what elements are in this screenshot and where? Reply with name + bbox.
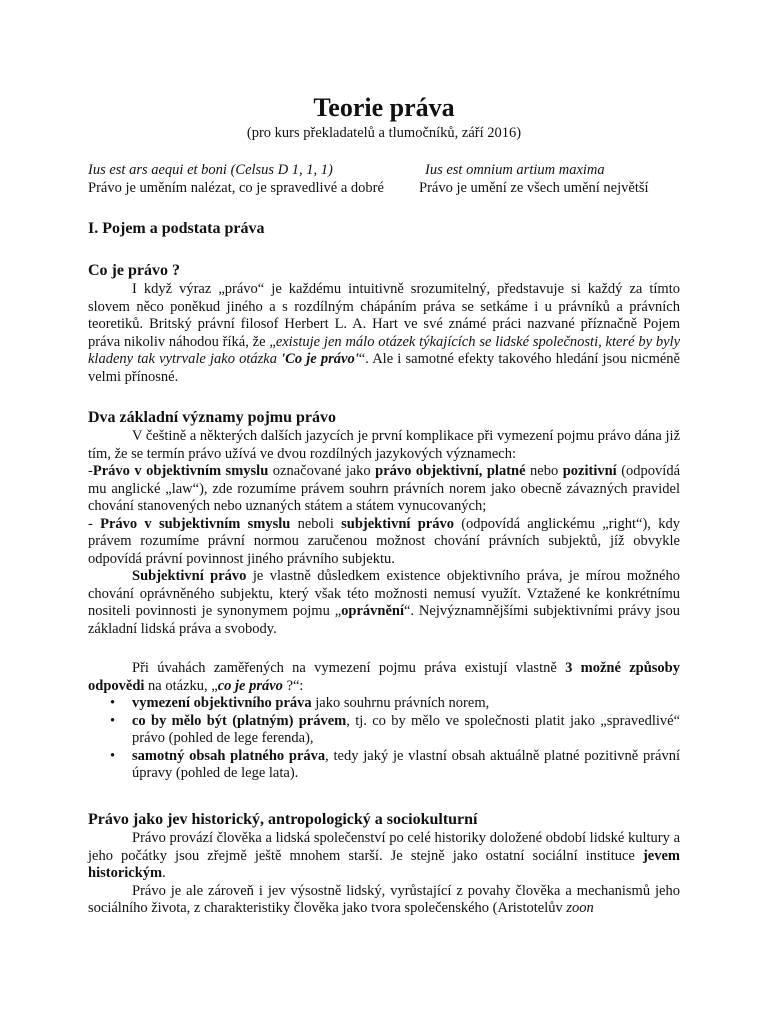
text-run: je vlastně důsledkem existence objektivního práva, je mírou možného chování oprávněného subjektu, který však této možnosti nemusí využít. Vztažené ke konkrétnímu nositeli povinnosti je synonymem pojmu „ <box>88 568 680 619</box>
text-run: I když výraz „právo“ je každému intuitivně srozumitelný, představuje si každý za tímto slovem něco poněkud jiného a s rozdílným chápáním práva se setkáme i u právníků a právních teoretiků. Britský právní filosof Herbert L. A. Hart ve své známé práci nazvané příznačně Pojem práva nikoliv náhodou říká, že „ <box>88 281 680 350</box>
text-run: na otázku, „ <box>144 677 218 694</box>
paragraph <box>88 660 680 695</box>
bold-italic-text: 'Co je právo' <box>281 351 359 367</box>
text-run: “. Nejvýznamnějšími subjektivními právy jsou základní lidská práva a svobody. <box>88 603 681 637</box>
paragraph-objective-law <box>88 463 680 516</box>
bold-italic-text: co je právo <box>217 677 283 694</box>
bold-text: Subjektivní právo <box>132 568 247 584</box>
bullet-icon: • <box>110 747 116 764</box>
bullet-icon: • <box>110 695 116 711</box>
text-run: ?“: <box>282 677 304 694</box>
paragraph <box>88 281 680 386</box>
quote-left-czech: Právo je uměním nalézat, co je spravedlivé a dobré <box>88 180 384 196</box>
quote-right-czech: Právo je umění ze všech umění největší <box>419 180 649 196</box>
bullet-list <box>88 695 680 783</box>
text-run: - <box>88 515 101 532</box>
text-run: . <box>162 865 166 881</box>
text-run: (odpovídá anglickému „right“), kdy právem rozumíme právní normou zaručenou možnost chování právních subjektů, jíž obvykle odpovídá právní povinnost jiného právního subjektu. <box>88 515 680 567</box>
bold-text: co by mělo být (platným) právem <box>132 712 347 729</box>
paragraphs-two-meanings <box>88 428 680 638</box>
text-run: jako souhrnu právních norem, <box>311 695 490 711</box>
bold-text: 3 možné způsoby odpovědi <box>88 660 680 694</box>
list-item <box>88 748 680 783</box>
paragraph-subjective-right <box>88 568 680 638</box>
page-subtitle: (pro kurs překladatelů a tlumočníků, září 2016) <box>246 125 522 141</box>
list-item <box>88 713 680 748</box>
bold-text: Právo v subjektivním smyslu <box>100 515 291 532</box>
bold-text: Právo v objektivním smyslu <box>92 463 269 479</box>
bold-text: jevem historickým <box>88 847 680 881</box>
text-run: (odpovídá mu anglické „law“), zde rozumíme právem souhrn právních norem jako obecně závazných pravidel chování stanovených nebo uznaných státem a státem vynucovaných; <box>88 463 681 514</box>
bold-text: samotný obsah platného práva <box>132 747 326 764</box>
bold-text: vymezení objektivního práva <box>132 695 312 711</box>
quote-right-latin: Ius est omnium artium maxima <box>425 162 605 178</box>
bold-text: pozitivní <box>562 463 617 479</box>
subsection-heading-two-meanings: Dva základní významy pojmu právo <box>88 409 337 426</box>
paragraph <box>88 883 680 918</box>
text-run: - <box>88 463 93 479</box>
subsection-heading-historical: Právo jako jev historický, antropologický a sociokulturní <box>88 811 478 828</box>
text-run: “. Ale i samotné efekty takového hledání jsou nicméně velmi přínosné. <box>88 351 680 385</box>
paragraphs-three-answers <box>88 660 680 783</box>
bold-text: oprávnění <box>341 603 404 619</box>
section-heading: I. Pojem a podstata práva <box>88 220 265 237</box>
italic-text: zoon <box>566 900 594 916</box>
subsection-heading-what-is-law: Co je právo ? <box>88 262 180 279</box>
paragraphs-historical <box>88 830 680 918</box>
page-title: Teorie práva <box>313 93 455 122</box>
paragraph-what-is-law <box>88 281 680 386</box>
paragraph: V češtině a některých dalších jazycích je první komplikace při vymezení pojmu právo dána již tím, že se termín právo užívá ve dvou rozdílných jazykových významech: <box>88 428 680 462</box>
text-run: Při úvahách zaměřených na vymezení pojmu práva existují vlastně <box>132 660 566 676</box>
text-run: označované jako <box>268 463 376 479</box>
bold-text: právo objektivní, platné <box>375 463 526 479</box>
text-run: , tedy jaký je vlastní obsah aktuálně platné pozitivně právní úpravy (pohled de lege lata). <box>132 747 680 781</box>
text-run: , tj. co by mělo ve společnosti platit jako „spravedlivé“ právo (pohled de lege ferenda), <box>132 712 681 746</box>
text-run: neboli <box>290 515 342 532</box>
paragraph-subjective-law <box>88 516 680 569</box>
bold-text: subjektivní právo <box>341 515 454 532</box>
text-run: Právo provází člověka a lidská společenství po celé historiky doložené období lidské kultury a jeho počátky jsou zřejmě ještě mnohem starší. Je stejně jako ostatní sociální instituce <box>88 830 680 864</box>
quote-left-latin: Ius est ars aequi et boni (Celsus D 1, 1, 1) <box>88 162 333 178</box>
bullet-icon: • <box>110 712 116 729</box>
list-item <box>88 695 680 713</box>
text-run: Právo je ale zároveň i jev výsostně lidský, vyrůstající z povahy člověka a mechanismů jeho sociálního života, z charakteristiky člověka jako tvora společenského (Aristotelův <box>88 882 680 916</box>
text-run: nebo <box>525 463 563 479</box>
italic-text: existuje jen málo otázek týkajících se lidské společnosti, které by byly kladeny tak vytrvale jako otázka <box>88 333 681 367</box>
paragraph <box>88 830 680 883</box>
